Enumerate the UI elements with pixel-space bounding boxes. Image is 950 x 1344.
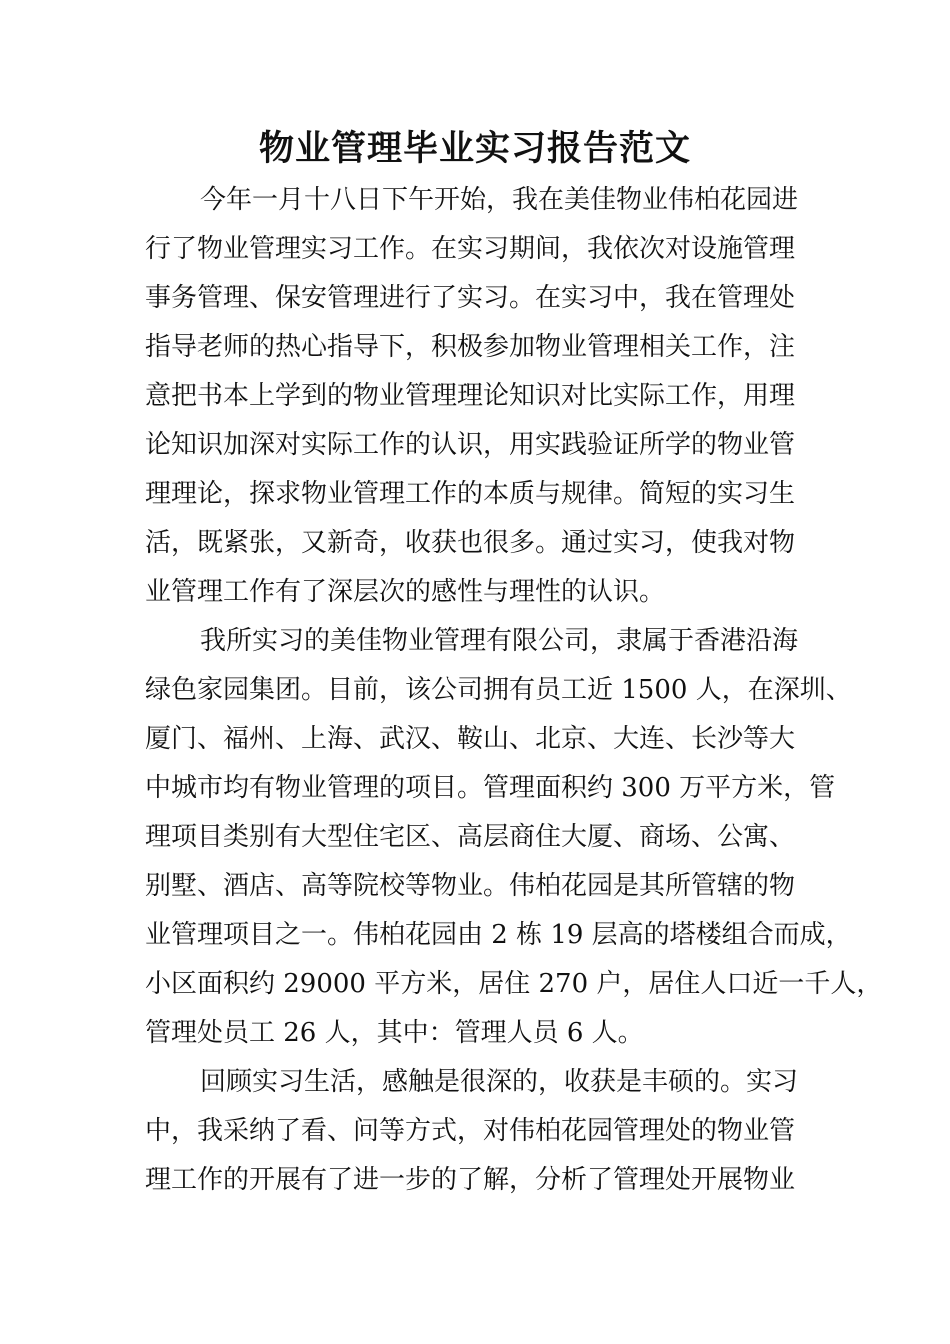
text-line: 今年一月十八日下午开始，我在美佳物业伟柏花园进 [200,185,799,215]
paragraph-2 [145,617,883,1058]
text-line: 行了物业管理实习工作。在实习期间，我依次对设施管理 [145,234,796,264]
text-line: 中城市均有物业管理的项目。管理面积约 300 万平方米，管 [145,773,836,803]
text-line: 回顾实习生活，感触是很深的，收获是丰硕的。实习 [200,1067,799,1097]
text-line: 意把书本上学到的物业管理理论知识对比实际工作，用理 [145,381,796,411]
text-line: 理理论，探求物业管理工作的本质与规律。简短的实习生 [145,479,796,509]
text-line: 论知识加深对实际工作的认识，用实践验证所学的物业管 [145,430,796,460]
text-line: 厦门、福州、上海、武汉、鞍山、北京、大连、长沙等大 [145,724,796,754]
text-line: 活，既紧张，又新奇，收获也很多。通过实习，使我对物 [145,528,796,558]
document-title: 物业管理毕业实习报告范文 [258,129,691,169]
text-line: 中，我采纳了看、问等方式，对伟柏花园管理处的物业管 [145,1116,796,1146]
document-body [145,176,883,1205]
text-line: 业管理工作有了深层次的感性与理性的认识。 [145,577,666,607]
text-line: 小区面积约 29000 平方米，居住 270 户，居住人口近一千人， [145,969,883,999]
text-line: 别墅、酒店、高等院校等物业。伟柏花园是其所管辖的物 [145,871,796,901]
text-line: 我所实习的美佳物业管理有限公司，隶属于香港沿海 [200,626,799,656]
paragraph-3 [145,1058,835,1205]
paragraph-1 [145,176,835,617]
text-line: 理项目类别有大型住宅区、高层商住大厦、商场、公寓、 [145,822,796,852]
text-line: 绿色家园集团。目前，该公司拥有员工近 1500 人，在深圳、 [145,675,852,705]
text-line: 指导老师的热心指导下，积极参加物业管理相关工作，注 [145,332,796,362]
text-line: 管理处员工 26 人，其中：管理人员 6 人。 [145,1018,644,1048]
text-line: 业管理项目之一。伟柏花园由 2 栋 19 层高的塔楼组合而成， [145,920,852,950]
text-line: 事务管理、保安管理进行了实习。在实习中，我在管理处 [145,283,796,313]
text-line: 理工作的开展有了进一步的了解，分析了管理处开展物业 [145,1165,796,1195]
